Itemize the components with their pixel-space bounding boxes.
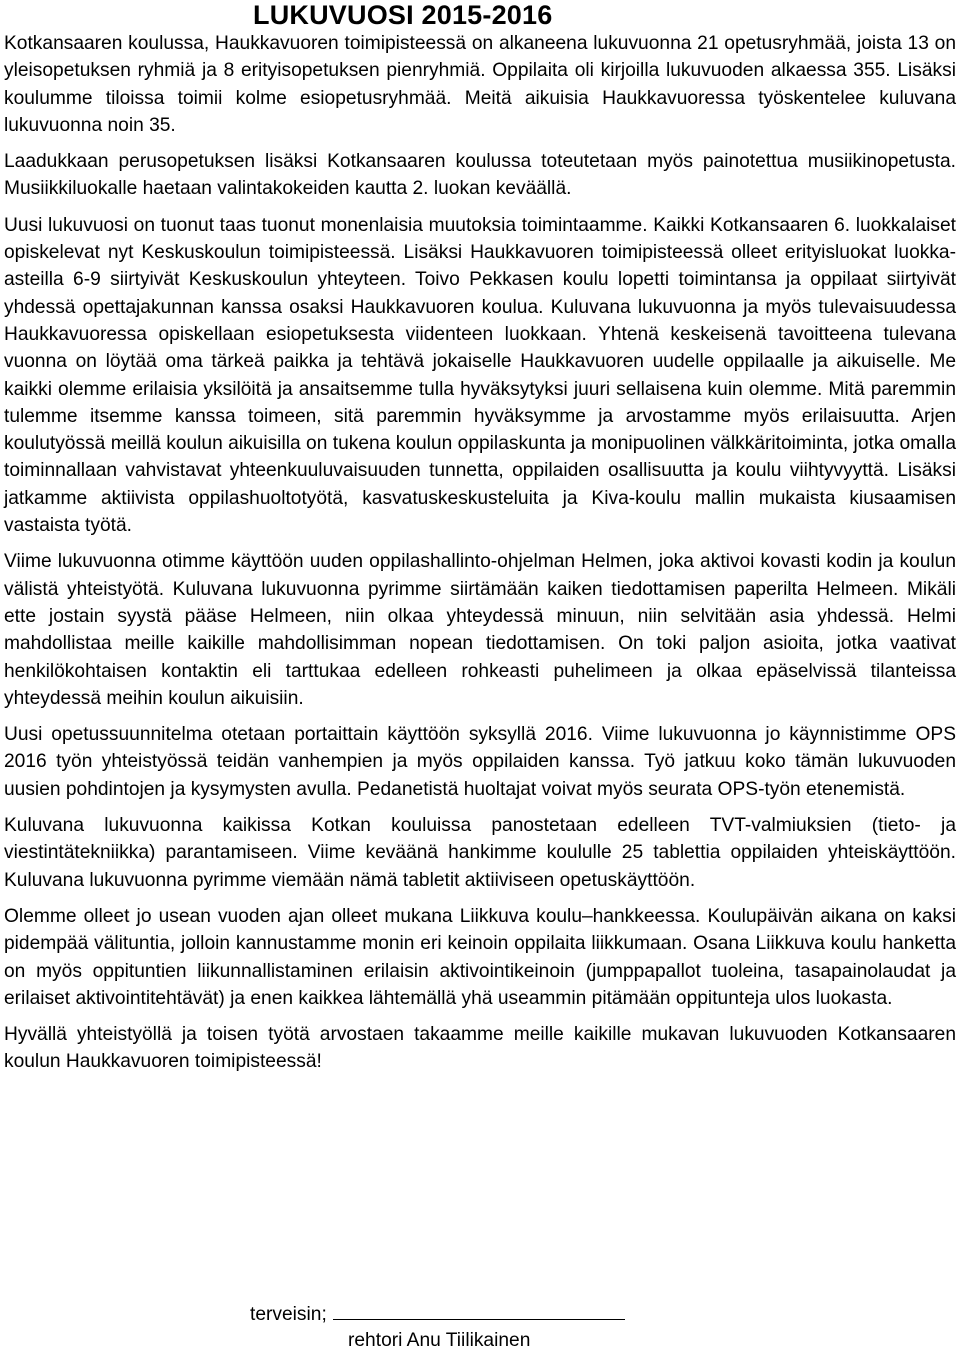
paragraph-helmi: Viime lukuvuonna otimme käyttöön uuden oppilashallinto-ohjelman Helmen, joka aktivoi kovasti kodin ja koulun välistä yhteistyötä. Kuluvana lukuvuonna pyrimme siirtämään kaiken tiedottamisen paperilta Helmeen. Mikäli ette jostain syystä pääse Helmeen, niin olkaa yhteydessä minuun, niin selvitään asia yhdessä. Helmi mahdollistaa meille kaikille mahdollisimman nopean tiedottamisen. On toki paljon asioita, jotka vaativat henkilökohtaisen kontaktin eli tarttukaa edelleen rohkeasti puhelimeen ja olkaa epäselvissä tilanteissa yhteydessä meihin koulun aikuisiin. <box>4 551 956 709</box>
document-page <box>4 0 956 1076</box>
signature-line <box>333 1299 625 1320</box>
signature-name: rehtori Anu Tiilikainen <box>348 1330 531 1351</box>
paragraph-ict: Kuluvana lukuvuonna kaikissa Kotkan kouluissa panostetaan edelleen TVT-valmiuksien (tieto- ja viestintätekniikka) parantamiseen. Viime keväänä hankimme koululle 25 tablettia oppilaiden yhteiskäyttöön. Kuluvana lukuvuonna pyrimme viemään nämä tabletit aktiiviseen opetuskäyttöön. <box>4 815 956 891</box>
paragraph-music: Laadukkaan perusopetuksen lisäksi Kotkansaaren koulussa toteutetaan myös painotettua musiikinopetusta. Musiikkiluokalle haetaan valintakokeiden kautta 2. luokan keväällä. <box>4 151 956 200</box>
paragraph-changes: Uusi lukuvuosi on tuonut taas tuonut monenlaisia muutoksia toimintaamme. Kaikki Kotkansaaren 6. luokkalaiset opiskelevat nyt Keskuskoulun toimipisteessä. Lisäksi Haukkavuoren toimipisteessä olleet erityisluokat luokka-asteilla 6-9 siirtyivät Keskuskoulun yhteyteen. Toivo Pekkasen koulu lopetti toimintansa ja oppilaat siirtyivät yhdessä opettajakunnan kanssa osaksi Haukkavuoren koulua. Kuluvana lukuvuonna ja myös tulevaisuudessa Haukkavuoressa opiskellaan esiopetuksesta viidenteen luokkaan. Yhtenä keskeisenä tavoitteena tulevana vuonna on löytää oma tärkeä paikka ja tehtävä jokaiselle Haukkavuoren uudelle oppilaalle ja aikuiselle. Me kaikki olemme erilaisia yksilöitä ja ansaitsemme tulla hyväksytyksi juuri sellaisena kuin olemme. Mitä paremmin tulemme itsemme kanssa toimeen, sitä paremmin hyväksymme ja arvostamme myös erilaisuutta. Arjen koulutyössä meillä koulun aikuisilla on tukena koulun oppilaskunta ja monipuolinen välkkäritoiminta, jotka omalla toiminnallaan vahvistavat yhteenkuuluvaisuuden tunnetta, oppilaiden osallisuutta ja koulu viihtyvyyttä. Lisäksi jatkamme aktiivista oppilashuoltotyötä, kasvatuskeskusteluita ja Kiva-koulu mallin mukaista kiusaamisen vastaista työtä. <box>4 214 956 537</box>
paragraph-intro: Kotkansaaren koulussa, Haukkavuoren toimipisteessä on alkaneena lukuvuonna 21 opetusryhmää, joista 13 on yleisopetuksen ryhmiä ja 8 erityisopetuksen pienryhmiä. Oppilaita oli kirjoilla lukuvuoden alkaessa 355. Lisäksi koulumme tiloissa toimii kolme esiopetusryhmää. Meitä aikuisia Haukkavuoressa työskentelee kuluvana lukuvuonna noin 35. <box>4 33 956 136</box>
document-title: LUKUVUOSI 2015-2016 <box>253 0 553 30</box>
signature-block <box>250 1299 625 1354</box>
signature-greeting: terveisin; <box>250 1304 327 1325</box>
paragraph-liikkuva-koulu: Olemme olleet jo usean vuoden ajan olleet mukana Liikkuva koulu–hankkeessa. Koulupäivän aikana on kaksi pidempää välituntia, jolloin kannustamme monin eri keinoin oppilaita liikkumaan. Osana Liikkuva koulu hanketta on myös oppituntien liikunnallistaminen erilaisin aktivointikeinoin (jumppapallot tuoleina, tasapainolaudat ja erilaiset aktivointitehtävät) ja enen kaikkea lähtemällä yhä useammin pitämään oppitunteja ulos luokasta. <box>4 905 956 1009</box>
paragraph-curriculum: Uusi opetussuunnitelma otetaan portaittain käyttöön syksyllä 2016. Viime lukuvuonna jo käynnistimme OPS 2016 työn yhteistyössä teidän vanhempien ja myös oppilaiden kanssa. Työ jatkuu koko tämän lukuvuoden uusien pohdintojen ja kysymysten avulla. Pedanetistä huoltajat voivat myös seurata OPS-työn etenemistä. <box>4 724 956 800</box>
paragraph-closing: Hyvällä yhteistyöllä ja toisen työtä arvostaen takaamme meille kaikille mukavan lukuvuoden Kotkansaaren koulun Haukkavuoren toimipisteessä! <box>4 1024 956 1073</box>
